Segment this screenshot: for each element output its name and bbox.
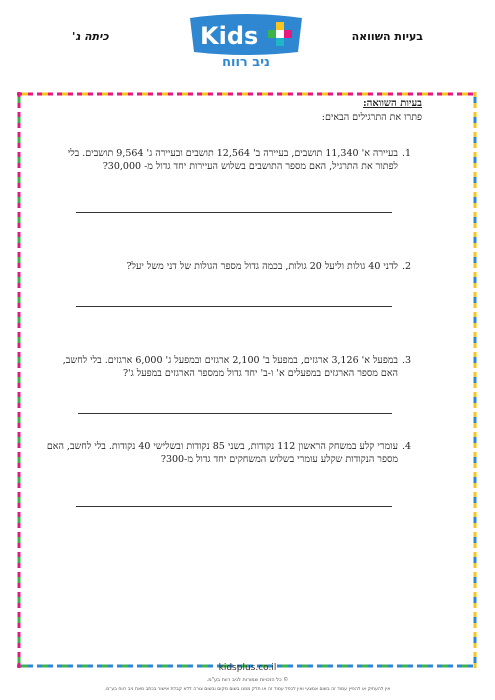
- question-number: .1: [402, 148, 412, 159]
- question-2: [46, 260, 412, 273]
- footer-url: kidsplus.co.il: [218, 663, 277, 673]
- logo-subtitle: ניב רווח: [222, 55, 270, 70]
- section-title: בעיות השוואה:: [362, 98, 422, 109]
- dashed-color-frame: [17, 92, 477, 668]
- logo-word: Kids: [200, 22, 259, 50]
- question-text: לדני 40 גולות וליעל 20 גולות, בכמה גדול מספר הגולות של דני משל יעל?: [126, 261, 398, 272]
- section-instructions: פתרו את התרגילים הבאים:: [321, 112, 422, 123]
- question-number: .2: [402, 261, 412, 272]
- worksheet-intro: [70, 97, 422, 124]
- logo-banner-icon: [186, 12, 306, 56]
- question-text: בעיירה א' 11,340 תושבים, בעיירה ב' 12,564 תושבים ובעיירה ג' 9,564 תושבים. בלי לפתור את התרגיל, האם מספר התושבים בשלוש העיירות יחד גדול מ- 30,000?: [67, 148, 398, 172]
- question-1: [46, 147, 412, 173]
- question-text: במפעל א' 3,126 ארגזים, במפעל ב' 2,100 ארגזים ובמפעל ג' 6,000 ארגזים. בלי לחשב, האם מספר הארגזים במפעלים א' ו-ב' יחד גדול ממספר הארגזים במפעל ג'?: [62, 355, 398, 379]
- footer-legal-notice: אין להעתיק או להפיץ עמוד זה בשום אמצעי ואין לכפל עמוד זה או חלק ממנו בשום מקום ובשום צורה ללא קבלת אישור בכתב מאת ניב רווח בע"מ.: [104, 687, 391, 692]
- question-3: [46, 354, 412, 380]
- answer-line-2: [76, 306, 392, 307]
- question-number: .3: [402, 355, 412, 366]
- question-text: עומרי קלע במשחק הראשון 112 נקודות, בשני 85 נקודות ובשלישי 40 נקודות. בלי לחשב, האם מספר הנקודות שקלע עומרי בשלוש המשחקים יחד גדול מ-300?: [46, 441, 398, 465]
- question-4: [46, 440, 412, 466]
- kids-plus-logo: [186, 12, 306, 78]
- answer-line-3: [78, 413, 392, 414]
- worksheet-topic-label: בעיות השוואה: [351, 30, 423, 43]
- footer-copyright: © כל הזכויות שמורות לניב רווח בע"מ.: [206, 677, 289, 683]
- answer-line-1: [76, 212, 392, 213]
- answer-line-4: [76, 506, 392, 507]
- grade-label: כיתה ג': [72, 30, 109, 43]
- question-number: .4: [402, 441, 412, 452]
